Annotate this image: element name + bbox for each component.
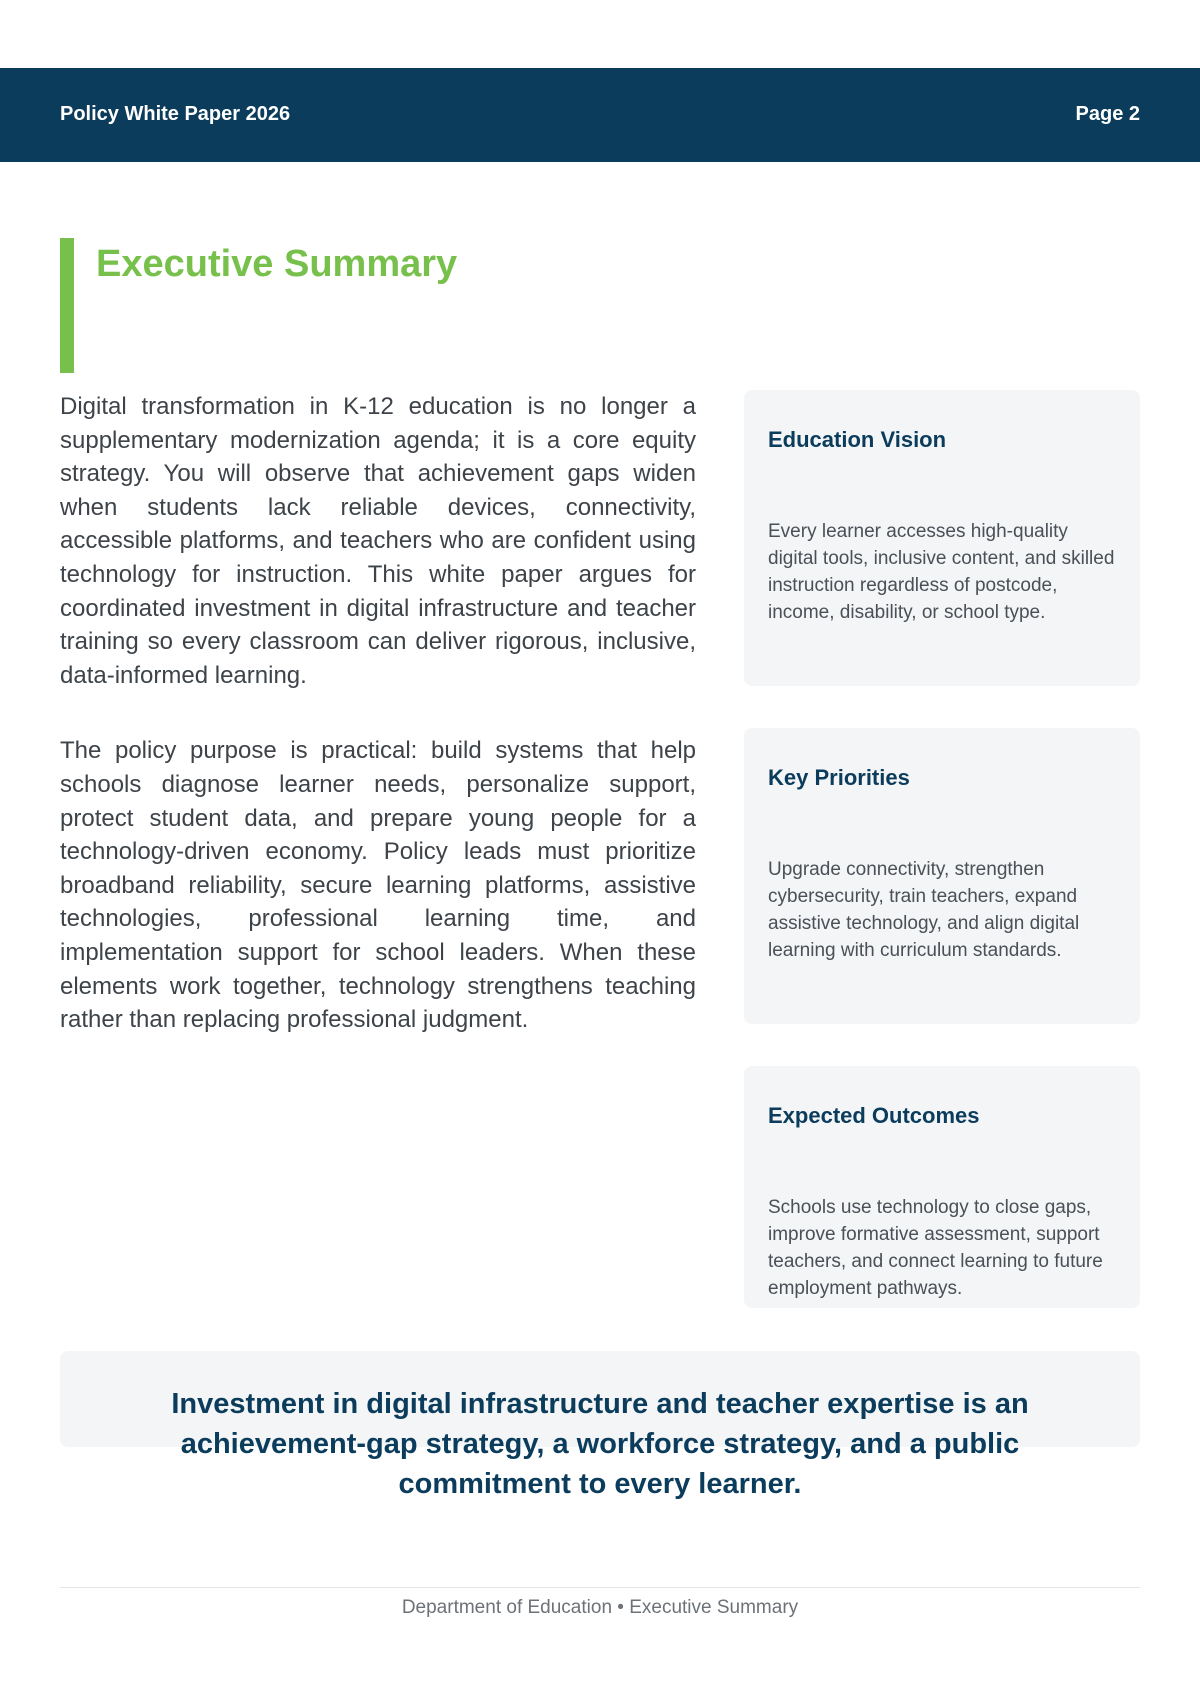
- key-priorities-card: [744, 728, 1140, 1024]
- body-paragraph-2: The policy purpose is practical: build systems that help schools diagnose learner needs, personalize support, protect student data, and prepare young people for a technology-driven economy. Policy leads must prioritize broadband reliability, secure learning platforms, assistive technologies, professional learning time, and implementation support for school leaders. When these elements work together, technology strengthens teaching rather than replacing professional judgment.: [60, 737, 696, 1034]
- card-text: Every learner accesses high-quality digital tools, inclusive content, and skilled instruction regardless of postcode, income, disability, or school type.: [768, 521, 1115, 623]
- card-text: Schools use technology to close gaps, improve formative assessment, support teachers, and connect learning to future employment pathways.: [768, 1197, 1103, 1299]
- card-title: Key Priorities: [768, 765, 910, 790]
- card-text: Upgrade connectivity, strengthen cybersecurity, train teachers, expand assistive technology, and align digital learning with curriculum standards.: [768, 859, 1080, 961]
- education-vision-card: [744, 390, 1140, 686]
- expected-outcomes-card: [744, 1066, 1140, 1308]
- document-title: Policy White Paper 2026: [60, 103, 291, 125]
- callout-statement: Investment in digital infrastructure and teacher expertise is an achievement-gap strategy, a workforce strategy, and a public commitment to every learner.: [171, 1388, 1029, 1500]
- section-title: Executive Summary: [96, 243, 458, 285]
- card-title: Education Vision: [768, 427, 947, 452]
- card-title: Expected Outcomes: [768, 1103, 980, 1128]
- footer-text: Department of Education • Executive Summary: [401, 1597, 799, 1618]
- body-paragraph-1: Digital transformation in K-12 education is no longer a supplementary modernization agenda; it is a core equity strategy. You will observe that achievement gaps widen when students lack reliable devices, connectivity, accessible platforms, and teachers who are confident using technology for instruction. This white paper argues for coordinated investment in digital infrastructure and teacher training so every classroom can deliver rigorous, inclusive, data-informed learning.: [60, 393, 696, 689]
- title-accent-bar: [60, 238, 74, 373]
- page-number: Page 2: [1075, 103, 1140, 125]
- main-body-text: [60, 390, 696, 1037]
- header-band: [0, 68, 1200, 162]
- footer-divider: [60, 1587, 1140, 1588]
